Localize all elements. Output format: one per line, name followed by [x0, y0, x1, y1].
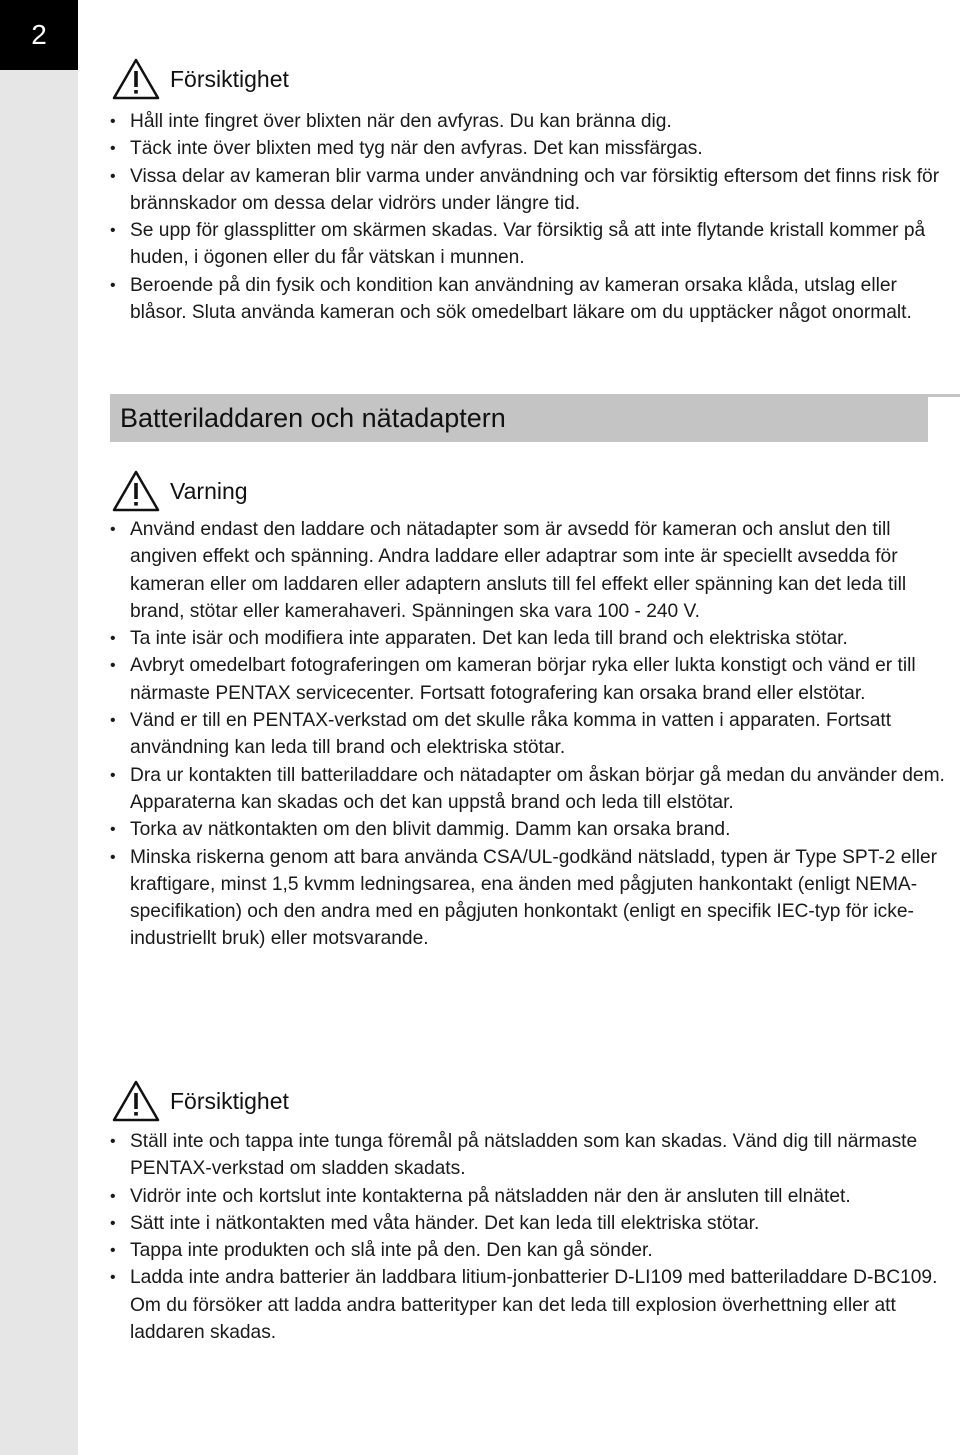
list-item: • Sätt inte i nätkontakten med våta händer. Det kan leda till elektriska stötar. — [110, 1210, 955, 1237]
list-item: • Ladda inte andra batterier än laddbara litium-jonbatterier D-LI109 med batteriladdare D-BC109. Om du försöker att ladda andra batterityper kan det leda till explosion överhettning eller att laddaren skadas. — [110, 1264, 955, 1346]
section-title: Batteriladdaren och nätadaptern — [120, 402, 506, 433]
warning-triangle-icon — [112, 58, 160, 100]
list-item: • Minska riskerna genom att bara använda CSA/UL-godkänd nätsladd, typen är Type SPT-2 eller kraftigare, minst 1,5 kvmm ledningsarea, ena änden med pågjuten hankontakt (enligt NEMA-specifikation) och den andra med en pågjuten honkontakt (enligt en specifik IEC-typ för icke-industriellt bruk) eller motsvarande. — [110, 844, 955, 953]
page-sidebar — [0, 0, 78, 1455]
list-item: • Vissa delar av kameran blir varma under användning och var försiktig eftersom det finns risk för brännskador om dessa delar vidrörs under längre tid. — [110, 163, 955, 218]
list-item: • Håll inte fingret över blixten när den avfyras. Du kan bränna dig. — [110, 108, 955, 135]
list-item: • Vänd er till en PENTAX-verkstad om det skulle råka komma in vatten i apparaten. Fortsatt användning kan leda till brand och elektriska stötar. — [110, 707, 955, 762]
section-title-bar — [110, 394, 928, 442]
list-item: • Tappa inte produkten och slå inte på den. Den kan gå sönder. — [110, 1237, 955, 1264]
list-item: • Torka av nätkontakten om den blivit dammig. Damm kan orsaka brand. — [110, 816, 955, 843]
caution-heading-1 — [112, 58, 289, 100]
list-item: • Täck inte över blixten med tyg när den avfyras. Det kan missfärgas. — [110, 135, 955, 162]
list-item: • Dra ur kontakten till batteriladdare och nätadapter om åskan börjar gå medan du använder dem. Apparaterna kan skadas och det kan uppstå brand och leda till elstötar. — [110, 762, 955, 817]
warning-heading — [112, 470, 248, 512]
list-item: • Ta inte isär och modifiera inte apparaten. Det kan leda till brand och elektriska stötar. — [110, 625, 955, 652]
warning-triangle-icon — [112, 470, 160, 512]
caution-heading-1-label: Försiktighet — [170, 65, 289, 92]
caution-heading-2 — [112, 1080, 289, 1122]
list-item: • Se upp för glassplitter om skärmen skadas. Var försiktig så att inte flytande kristall kommer på huden, i ögonen eller du får vätskan i munnen. — [110, 217, 955, 272]
list-item: • Använd endast den laddare och nätadapter som är avsedd för kameran och anslut den till angiven effekt och spänning. Andra laddare eller adaptrar som inte är speciellt avsedda för kameran eller om laddaren eller adaptern ansluts till fel effekt eller spänning kan det leda till brand, stötar eller kamerahaveri. Spänningen ska vara 100 - 240 V. — [110, 516, 955, 625]
warning-heading-label: Varning — [170, 477, 248, 504]
list-item: • Ställ inte och tappa inte tunga föremål på nätsladden som kan skadas. Vänd dig till närmaste PENTAX-verkstad om sladden skadats. — [110, 1128, 955, 1183]
list-item: • Vidrör inte och kortslut inte kontakterna på nätsladden när den är ansluten till elnätet. — [110, 1183, 955, 1210]
section-title-rule — [928, 394, 960, 397]
caution-heading-2-label: Försiktighet — [170, 1087, 289, 1114]
caution-list-1 — [110, 108, 955, 326]
warning-list — [110, 516, 955, 953]
page-number: 2 — [0, 0, 78, 70]
list-item: • Beroende på din fysik och kondition kan användning av kameran orsaka klåda, utslag eller blåsor. Sluta använda kameran och sök omedelbart läkare om du upptäcker något onormalt. — [110, 272, 955, 327]
warning-triangle-icon — [112, 1080, 160, 1122]
caution-list-2 — [110, 1128, 955, 1346]
list-item: • Avbryt omedelbart fotograferingen om kameran börjar ryka eller lukta konstigt och vänd er till närmaste PENTAX servicecenter. Fortsatt fotografering kan orsaka brand eller elstötar. — [110, 652, 955, 707]
